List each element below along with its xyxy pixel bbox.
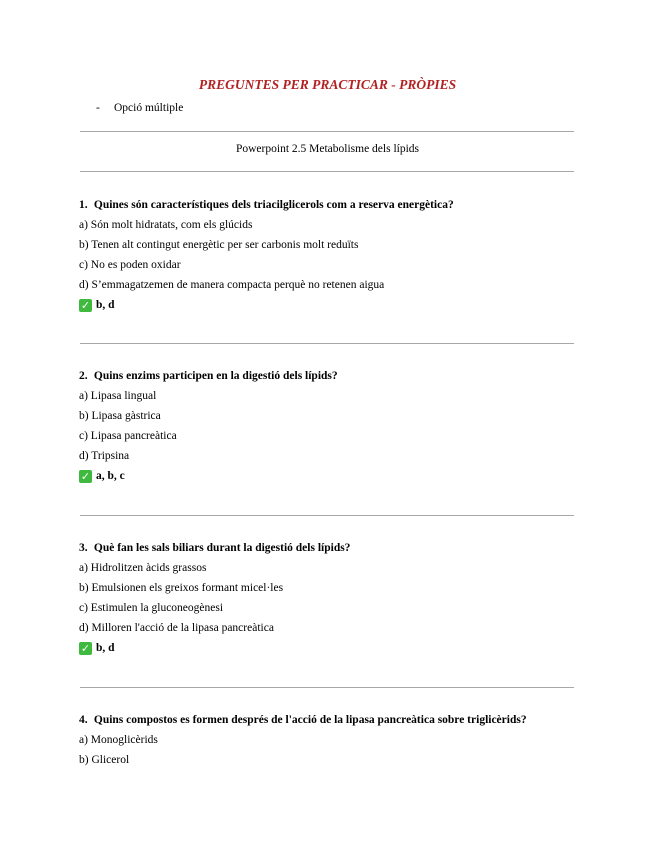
- check-mark-icon: ✓: [80, 641, 91, 655]
- option-a: a) Monoglicèrids: [79, 734, 158, 746]
- question-type-label: Opció múltiple: [114, 102, 184, 114]
- divider: [80, 171, 574, 172]
- check-mark-icon: ✓: [80, 298, 91, 312]
- question-2: [79, 366, 599, 486]
- option-c: c) No es poden oxidar: [79, 259, 181, 271]
- option-b: b) Glicerol: [79, 754, 130, 766]
- option-c: c) Lipasa pancreàtica: [79, 430, 177, 442]
- bullet-dash: -: [96, 102, 100, 114]
- option-c: c) Estimulen la gluconeogènesi: [79, 602, 224, 614]
- question-4: [79, 710, 599, 770]
- option-a: a) Lipasa lingual: [79, 390, 157, 402]
- option-d: d) S’emmagatzemen de manera compacta perquè no retenen aigua: [79, 279, 385, 291]
- question-number: 3.: [79, 542, 88, 554]
- divider: [80, 131, 574, 132]
- divider: [80, 515, 574, 516]
- question-text: Quins compostos es formen després de l'acció de la lipasa pancreàtica sobre triglicèrids?: [93, 714, 527, 726]
- question-3: [79, 538, 599, 658]
- question-title: [79, 366, 599, 386]
- question-title: [79, 710, 599, 730]
- question-title: [79, 538, 599, 558]
- question-text: Quins enzims participen en la digestió dels lípids?: [93, 370, 338, 382]
- check-mark-icon: ✓: [80, 469, 91, 483]
- question-text: Quines són característiques dels triacilglicerols com a reserva energètica?: [93, 199, 454, 211]
- answer-text: b, d: [96, 642, 115, 654]
- option-b: b) Emulsionen els greixos formant micel·les: [79, 582, 284, 594]
- question-1: [79, 195, 599, 315]
- question-text: Què fan les sals biliars durant la digestió dels lípids?: [93, 542, 351, 554]
- question-number: 4.: [79, 714, 88, 726]
- option-d: d) Milloren l'acció de la lipasa pancreàtica: [79, 622, 274, 634]
- option-a: a) Hidrolitzen àcids grassos: [79, 562, 207, 574]
- option-b: b) Tenen alt contingut energètic per ser carbonis molt reduïts: [79, 239, 359, 251]
- divider: [80, 343, 574, 344]
- divider: [80, 687, 574, 688]
- question-number: 2.: [79, 370, 88, 382]
- answer: [79, 638, 599, 658]
- answer: [79, 295, 599, 315]
- option-b: b) Lipasa gàstrica: [79, 410, 161, 422]
- question-number: 1.: [79, 199, 88, 211]
- answer-text: b, d: [96, 299, 115, 311]
- answer-text: a, b, c: [96, 470, 125, 482]
- page-title: PREGUNTES PER PRACTICAR - PRÒPIES: [198, 77, 457, 92]
- question-title: [79, 195, 599, 215]
- option-d: d) Tripsina: [79, 450, 130, 462]
- answer: [79, 466, 599, 486]
- option-a: a) Són molt hidratats, com els glúcids: [79, 219, 253, 231]
- question-type-bullet: [96, 102, 183, 114]
- section-subtitle: Powerpoint 2.5 Metabolisme dels lípids: [235, 143, 420, 155]
